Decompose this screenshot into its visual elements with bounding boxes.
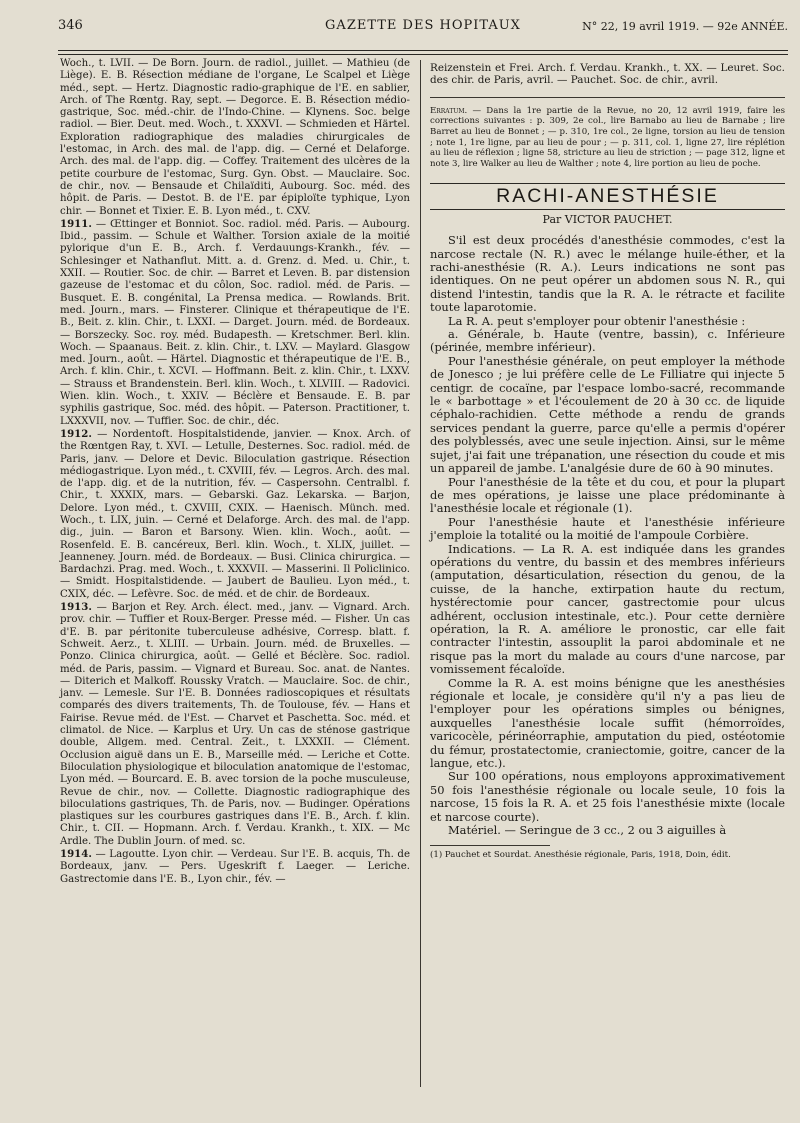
article-paragraph: Comme la R. A. est moins bénigne que les anesthésies régionale et locale, je considère qu'il n'y a pas lieu de l'employer pour les opérations simples ou bénignes, auxquelles l'anesthésie locale suffit (hémorroïdes, varicocèle, périnéorraphie, amputation du pied, ostéotomie du fémur, prostatectomie, craniectomie, goitre, cancer de la langue, etc.).	[430, 675, 785, 771]
bibliography-entry	[60, 601, 410, 848]
journal-title: GAZETTE DES HOPITAUX	[325, 18, 521, 33]
article-column	[430, 62, 785, 861]
article-title: RACHI-ANESTHÉSIE	[430, 183, 785, 209]
page-header	[58, 14, 788, 51]
erratum	[430, 106, 785, 170]
article-byline: Par VICTOR PAUCHET.	[542, 212, 673, 226]
issue-info: N° 22, 19 avril 1919. — 92e ANNÉE.	[582, 20, 788, 33]
column-divider	[420, 60, 421, 1087]
article-paragraph: Pour l'anesthésie de la tête et du cou, et pour la plupart de mes opérations, je laisse une place prédominante à l'anesthésie locale et régionale (1).	[430, 474, 785, 516]
bibliography-year: 1912.	[60, 427, 92, 440]
bibliography-text: — Nordentoft. Hospitalstidende, janvier. — Knox. Arch. of the Rœntgen Ray, t. XVI. — Letulle, Desternes. Soc. radiol. méd. de Paris, janv. — Delore et Devic. Biloculation gastrique. Résection médiogastrique. Lyon méd., t. CXVIII, fév. — Legros. Arch. des mal. de l'app. dig. et de la nutrition, fév. — Caspersohn. Centralbl. f. Chir., t. XXXIX, mars. — Gebarski. Gaz. Lekarska. — Barjon, Delore. Lyon méd., t. CXVIII, CXIX. — Haenisch. Münch. med. Woch., t. LIX, juin. — Cerné et Delaforge. Arch. des mal. de l'app. dig., juin. — Baron et Barsony. Wien. klin. Woch., août. — Rosenfeld. E. B. cancéreux, Berl. klin. Woch., t. XLIX, juillet. — Jeanneney. Journ. méd. de Bordeaux. — Busi. Clinica chirurgica. — Bardachzi. Prag. med. Woch., t. XXXVII. — Masserini. Il Policlinico. — Smidt. Hospitalstidende. — Jaubert de Baulieu. Lyon méd., t. CXIX, déc. — Lefèvre. Soc. de méd. et de chir. de Bordeaux.	[60, 428, 410, 600]
bibliography-year: 1911.	[60, 217, 92, 230]
header-rule	[58, 54, 788, 55]
article-paragraph: a. Générale, b. Haute (ventre, bassin), c. Inférieure (périnée, membre inférieur).	[430, 327, 785, 355]
bibliography-continuation: Reizenstein et Frei. Arch. f. Verdau. Krankh., t. XX. — Leuret. Soc. des chir. de Paris, avril. — Pauchet. Soc. de chir., avril.	[430, 62, 785, 87]
bibliography-entry	[60, 58, 410, 218]
bibliography-text: — Barjon et Rey. Arch. élect. med., janv. — Vignard. Arch. prov. chir. — Tuffier et Roux-Berger. Presse méd. — Fisher. Un cas d'E. B. par péritonite tuberculeuse adhésive, Corresp. blatt. f. Schweit. Aerz., t. XLIII. — Urbain. Journ. méd. de Bruxelles. — Ponzo. Clinica chirurgica, août. — Gellé et Béclère. Soc. radiol. méd. de Paris, passim. — Vignard et Bureau. Soc. anat. de Nantes. — Diterich et Malkoff. Roussky Vratch. — Mauclaire. Soc. de chir., janv. — Lemesle. Sur l'E. B. Données radioscopiques et résultats comparés des divers traitements, Th. de Toulouse, fév. — Hans et Fairise. Revue méd. de l'Est. — Charvet et Paschetta. Soc. méd. et climatol. de Nice. — Karplus et Ury. Un cas de sténose gastrique double, Allgem. med. Central. Zeit., t. LXXXII. — Clément. Occlusion aiguë dans un E. B., Marseille méd. — Leriche et Cotte. Biloculation physiologique et biloculation anatomique de l'estomac, Lyon méd. — Bourcard. E. B. avec torsion de la poche musculeuse, Revue de chir., nov. — Collette. Diagnostic radiographique des biloculations gastriques, Th. de Paris, nov. — Budinger. Opérations plastiques sur les courbures gastriques dans l'E. B., Arch. f. klin. Chir., t. CII. — Hopmann. Arch. f. Verdau. Krankh., t. XIX. — Mc Ardle. The Dublin Journ. of med. sc.	[60, 602, 410, 847]
article-paragraph: Pour l'anesthésie haute et l'anesthésie inférieure j'emploie la totalité ou la moitié de l'ampoule Corbière.	[430, 514, 785, 543]
bibliography-text: — Lagoutte. Lyon chir. — Verdeau. Sur l'E. B. acquis, Th. de Bordeaux, janv. — Pers. Ugeskrift f. Laeger. — Leriche. Gastrectomie dans l'E. B., Lyon chir., fév. —	[60, 849, 410, 885]
article-paragraph: S'il est deux procédés d'anesthésie commodes, c'est la narcose rectale (N. R.) avec le mélange huile-éther, et la rachi-anesthésie (R. A.). Leurs indications ne sont pas identiques. On ne peut opérer un abdomen sous N. R., qui distend l'intestin, tandis que la R. A. le rétracte et facilite toute laparotomie.	[430, 233, 785, 315]
bibliography-text: — Œttinger et Bonniot. Soc. radiol. méd. Paris. — Aubourg. Ibid., passim. — Schule et Walther. Torsion axiale de la moitié pylorique d'un E. B., Arch. f. Verdauungs-Krankh., fév. — Schlesinger et Nathanflut. Mitt. a. d. Grenz. d. Med. u. Chir., t. XXII. — Routier. Soc. de chir. — Barret et Leven. B. par distension gazeuse de l'estomac et du côlon, Soc. radiol. méd. de Paris. — Busquet. E. B. congénital, La Prensa medica. — Rowlands. Brit. med. Journ., mars. — Finsterer. Clinique et thérapeutique de l'E. B., Beit. z. klin. Chir., t. LXXI. — Darget. Journ. méd. de Bordeaux. — Borszecky. Soc. roy. méd. Budapesth. — Kretschmer. Berl. klin. Woch. — Spaanaus. Beit. z. klin. Chir., t. LXV. — Maylard. Glasgow med. Journ., août. — Härtel. Diagnostic et thérapeutique de l'E. B., Arch. f. klin. Chir., t. XCVI. — Hoffmann. Beit. z. klin. Chir., t. LXXV. — Strauss et Brandenstein. Berl. klin. Woch., t. XLVIII. — Radovici. Wien. klin. Woch., t. XXIV. — Béclère et Bensaude. E. B. par syphilis gastrique, Soc. méd. des hôpit. — Paterson. Practitioner, t. LXXXVII, nov. — Tuffier. Soc. de chir., déc.	[60, 218, 410, 427]
erratum-lead: Erratum.	[430, 105, 468, 116]
article-paragraph: Matériel. — Seringue de 3 cc., 2 ou 3 aiguilles à	[448, 823, 727, 838]
footnote-rule	[430, 845, 550, 846]
bibliography-entry	[60, 848, 410, 886]
article-body	[430, 234, 785, 837]
article-paragraph: Indications. — La R. A. est indiquée dans les grandes opérations du ventre, du bassin et des membres inférieurs (amputation, désarticulation, résection du genou, de la cuisse, de la hanche, extirpation haute du rectum, hystérectomie pour cancer, gastrectomie pour ulcus adhérent, occlusion intestinale, etc.). Pour cette dernière opération, la R. A. améliore le pronostic, car elle fait contracter l'intestin, assouplit la paroi abdominale et ne risque pas la mort du malade au cours d'une narcose, par vomissement fécaloïde.	[430, 541, 785, 677]
erratum-text: — Dans la 1re partie de la Revue, no 20, 12 avril 1919, faire les corrections suivantes : p. 309, 2e col., lire Barnabo au lieu de Barnabe ; lire Barret au lieu de Bonnet ; — p. 310, 1re col., 2e ligne, torsion au lieu de tension ; note 1, 1re ligne, par au lieu de pour ; — p. 311, col. 1, ligne 27, lire réplétion au lieu de réflexion ; ligne 58, stricture au lieu de striction ; — page 312, ligne et note 3, lire Walker au lieu de Walther ; note 4, lire portion au lieu de poche.	[430, 105, 786, 169]
bibliography-year: 1913.	[60, 601, 92, 614]
bibliography-year: 1914.	[60, 848, 92, 860]
bibliography-entry	[60, 218, 410, 428]
bibliography-entry	[60, 428, 410, 601]
footnote: (1) Pauchet et Sourdat. Anesthésie régionale, Paris, 1918, Doin, édit.	[430, 850, 731, 861]
bibliography-column	[60, 58, 410, 886]
article-paragraph: Sur 100 opérations, nous employons approximativement 50 fois l'anesthésie régionale ou locale seule, 10 fois la narcose, 15 fois la R. A. et 25 fois l'anesthésie mixte (locale et narcose courte).	[430, 769, 785, 824]
article-paragraph: Pour l'anesthésie générale, on peut employer la méthode de Jonesco ; je lui préfère celle de Le Filliatre qui injecte 5 centigr. de cocaïne, par l'espace lombo-sacré, recommande le « barbottage » et l'écoulement de 20 à 30 cc. de liquide céphalo-rachidien. Cette méthode a rendu de grands services pendant la guerre, parce qu'elle a permis d'opérer des polyblessés, avec une seule injection. Ainsi, sur le même sujet, j'ai fait une trépanation, une résection du coude et mis un appareil de jambe. L'analgésie dure de 60 à 90 minutes.	[430, 353, 785, 476]
bibliography-text: Woch., t. LVII. — De Born. Journ. de radiol., juillet. — Mathieu (de Liège). E. B. Résection médiane de l'organe, Le Scalpel et Liège méd., sept. — Hertz. Diagnostic radio-graphique de l'E. en sablier, Arch. of The Rœntg. Ray, sept. — Degorce. E. B. Résection médio-gastrique, Soc. méd.-chir. de l'Indo-Chine. — Klynens. Soc. belge radiol. — Bier. Deut. med. Woch., t. XXXVI. — Schmieden et Härtel. Exploration radiographique des maladies chirurgicales de l'estomac, in Arch. des mal. de l'app. dig. — Cerné et Delaforge. Arch. des mal. de l'app. dig. — Coffey. Traitement des ulcères de la petite courbure de l'estomac, Surg. Gyn. Obst. — Mauclaire. Soc. de chir., nov. — Bensaude et Chilaïditi, Aubourg. Soc. méd. des hôpit. de Paris. — Destot. B. de l'E. par épiploïte typhique, Lyon chir. — Bonnet et Tixier. E. B. Lyon méd., t. CXV.	[60, 58, 410, 217]
page-number: 346	[58, 18, 83, 33]
article-paragraph: La R. A. peut s'employer pour obtenir l'anesthésie :	[448, 313, 746, 328]
separator	[430, 97, 785, 98]
